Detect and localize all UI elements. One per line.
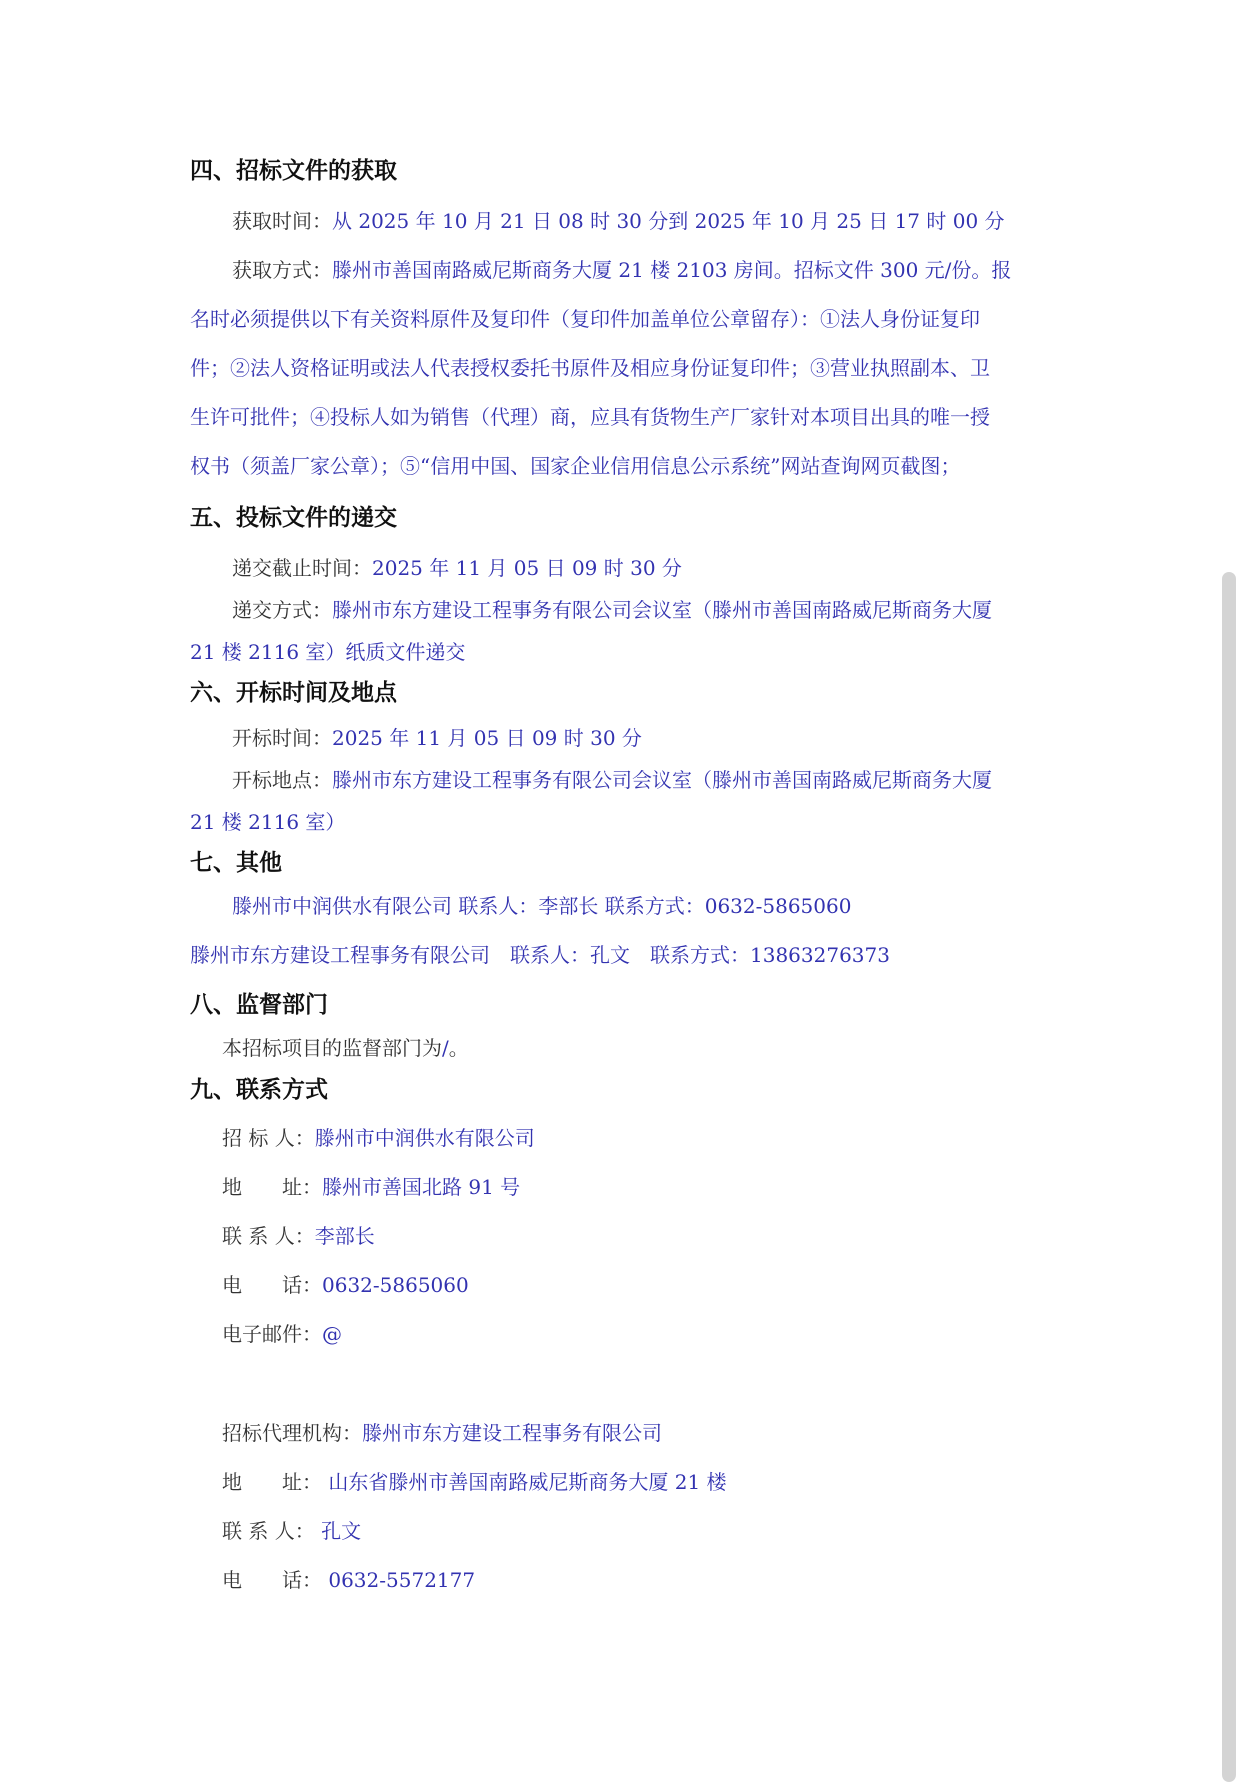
obtain-method-continued: 名时必须提供以下有关资料原件及复印件（复印件加盖单位公章留存）：①法人身份证复印 — [190, 307, 980, 331]
obtain-method-continued: 权书（须盖厂家公章）；⑤“信用中国、国家企业信用信息公示系统”网站查询网页截图； — [190, 454, 961, 478]
contact-value: 0632-5865060 — [322, 1273, 469, 1297]
opening-time-line — [232, 725, 642, 751]
obtain-method-value: 滕州市善国南路威尼斯商务大厦 21 楼 2103 房间。招标文件 300 元/份。报 — [332, 258, 1012, 282]
contact-value: 0632-5572177 — [328, 1568, 476, 1592]
submission-method-label: 递交方式： — [232, 598, 332, 622]
contact-label: 地 址： — [222, 1470, 322, 1494]
contact-value: 滕州市东方建设工程事务有限公司 — [362, 1421, 662, 1445]
contact-value: 李部长 — [314, 1224, 375, 1248]
section-heading-contact: 九、联系方式 — [190, 1077, 328, 1103]
supervision-text — [222, 1035, 469, 1061]
other-contact-line: 滕州市中润供水有限公司 联系人：李部长 联系方式：0632-5865060 — [232, 894, 852, 918]
obtain-time-label: 获取时间： — [232, 209, 332, 233]
agency-address-line — [222, 1469, 727, 1495]
submission-deadline-line — [232, 555, 682, 581]
obtain-method-label: 获取方式： — [232, 258, 332, 282]
contact-label: 招 标 人： — [222, 1126, 315, 1150]
submission-deadline-value: 2025 年 11 月 05 日 09 时 30 分 — [372, 556, 682, 580]
obtain-method-line — [232, 257, 1011, 283]
tenderer-contact-person-line — [222, 1223, 375, 1249]
supervision-text-prefix: 本招标项目的监督部门为 — [222, 1036, 442, 1060]
submission-deadline-label: 递交截止时间： — [232, 556, 372, 580]
agency-contact-person-line — [222, 1518, 361, 1544]
obtain-method-continued: 生许可批件；④投标人如为销售（代理）商，应具有货物生产厂家针对本项目出具的唯一授 — [190, 405, 990, 429]
opening-place-line — [232, 767, 992, 793]
submission-method-value: 滕州市东方建设工程事务有限公司会议室（滕州市善国南路威尼斯商务大厦 — [332, 598, 992, 622]
section-heading-obtain-documents: 四、招标文件的获取 — [190, 158, 397, 184]
agency-phone-line — [222, 1567, 475, 1593]
tenderer-address-line — [222, 1174, 520, 1200]
contact-value: 滕州市善国北路 91 号 — [322, 1175, 521, 1199]
supervision-department-value: / — [442, 1036, 449, 1060]
contact-value: @ — [322, 1322, 342, 1346]
contact-value: 山东省滕州市善国南路威尼斯商务大厦 21 楼 — [328, 1470, 727, 1494]
tenderer-name-line — [222, 1125, 535, 1151]
agency-name-line — [222, 1420, 662, 1446]
section-heading-supervision: 八、监督部门 — [190, 992, 328, 1018]
tenderer-email-line — [222, 1321, 342, 1347]
submission-method-line — [232, 597, 992, 623]
opening-time-label: 开标时间： — [232, 726, 332, 750]
contact-value: 孔文 — [321, 1519, 362, 1543]
opening-place-continued: 21 楼 2116 室） — [190, 810, 346, 834]
obtain-time-line — [232, 208, 1005, 234]
contact-label: 电子邮件： — [222, 1322, 322, 1346]
contact-label: 招标代理机构： — [222, 1421, 362, 1445]
obtain-method-continued: 件；②法人资格证明或法人代表授权委托书原件及相应身份证复印件；③营业执照副本、卫 — [190, 356, 990, 380]
section-heading-opening: 六、开标时间及地点 — [190, 680, 397, 706]
submission-method-continued: 21 楼 2116 室）纸质文件递交 — [190, 640, 466, 664]
other-contact-line: 滕州市东方建设工程事务有限公司 联系人：孔文 联系方式：13863276373 — [190, 943, 890, 967]
section-heading-other: 七、其他 — [190, 850, 282, 876]
contact-label: 联 系 人： — [222, 1519, 315, 1543]
contact-label: 联 系 人： — [222, 1224, 315, 1248]
contact-label: 电 话： — [222, 1273, 322, 1297]
opening-place-value: 滕州市东方建设工程事务有限公司会议室（滕州市善国南路威尼斯商务大厦 — [332, 768, 992, 792]
section-heading-submission: 五、投标文件的递交 — [190, 505, 397, 531]
contact-label: 地 址： — [222, 1175, 322, 1199]
tenderer-phone-line — [222, 1272, 469, 1298]
contact-label: 电 话： — [222, 1568, 322, 1592]
opening-time-value: 2025 年 11 月 05 日 09 时 30 分 — [332, 726, 642, 750]
obtain-time-value: 从 2025 年 10 月 21 日 08 时 30 分到 2025 年 10 月 25 日 17 时 00 分 — [332, 209, 1005, 233]
supervision-text-suffix: 。 — [448, 1036, 469, 1060]
vertical-scrollbar[interactable] — [1222, 572, 1236, 1782]
contact-value: 滕州市中润供水有限公司 — [314, 1126, 535, 1150]
opening-place-label: 开标地点： — [232, 768, 332, 792]
